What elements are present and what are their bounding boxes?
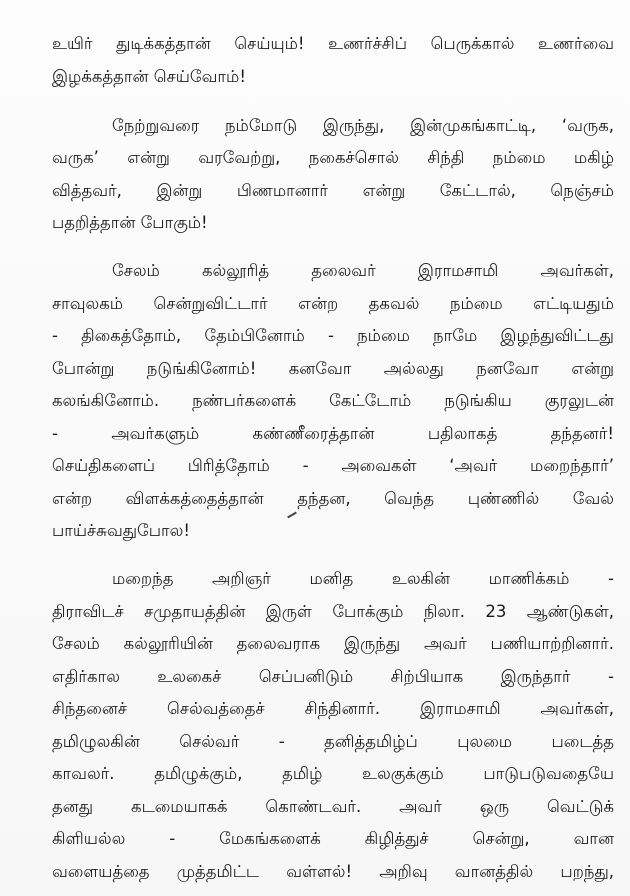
p2-line-3: வித்தவர், இன்று பிணமானார் என்று கேட்டால், நெஞ்சம்	[52, 181, 614, 200]
p4-line-7: காவலர். தமிழுக்கும், தமிழ் உலகுக்கும் பாடுபடுவதையே	[52, 764, 614, 783]
p3-line-6: - அவர்களும் கண்ணீரைத்தான் பதிலாகத் தந்தனர்!	[52, 424, 614, 443]
p2-line-4: பதறித்தான் போகும்!	[52, 213, 208, 232]
p4-line-5: சிந்தனைச் செல்வத்தைச் சிந்தினார். இராமசாமி அவர்கள்,	[52, 699, 614, 718]
p3-line-9: பாய்ச்சுவதுபோல!	[52, 521, 190, 540]
p3-line-7: செய்திகளைப் பிரித்தோம் - அவைகள் ‘அவர் மறைந்தார்’	[52, 456, 614, 475]
p3-line-4: போன்று நடுங்கினோம்! கனவோ அல்லது நனவோ என்று	[52, 359, 614, 378]
p1-line-2: இழக்கத்தான் செய்வோம்!	[52, 67, 246, 86]
p3-line-5: கலங்கினோம். நண்பர்களைக் கேட்டோம் நடுங்கிய குரலுடன்	[52, 391, 614, 410]
p3-line-2: சாவுலகம் சென்றுவிட்டார் என்ற தகவல் நம்மை எட்டியதும்	[52, 294, 614, 313]
p4-line-1: மறைந்த அறிஞர் மனித உலகின் மாணிக்கம் -	[112, 569, 614, 588]
p4-line-2: திராவிடச் சமுதாயத்தின் இருள் போக்கும் நிலா. 23 ஆண்டுகள்,	[52, 602, 614, 621]
p4-line-10: வளையத்தை முத்தமிட்ட வள்ளல்! அறிவு வானத்தில் பறந்து,	[52, 862, 614, 881]
p4-line-4: எதிர்கால உலகைச் செப்பனிடும் சிற்பியாக இருந்தார் -	[52, 667, 614, 686]
p1-line-1: உயிர் துடிக்கத்தான் செய்யும்! உணர்ச்சிப் பெருக்கால் உணர்வை	[52, 34, 614, 53]
p2-line-2: வருக’ என்று வரவேற்று, நகைச்சொல் சிந்தி நம்மை மகிழ்	[52, 148, 614, 167]
p4-line-8: தனது கடமையாகக் கொண்டவர். அவர் ஒரு வெட்டுக்	[52, 797, 614, 816]
p4-line-9: கிளியல்ல - மேகங்களைக் கிழித்துச் சென்று, வான	[52, 829, 614, 848]
p2-line-1: நேற்றுவரை நம்மோடு இருந்து, இன்முகங்காட்டி, ‘வருக,	[112, 116, 614, 135]
p3-line-3: - திகைத்தோம், தேம்பினோம் - நம்மை நாமே இழந்துவிட்டது	[52, 326, 614, 345]
p4-line-3: சேலம் கல்லூரியின் தலைவராக இருந்து அவர் பணியாற்றினார்.	[52, 634, 614, 653]
p3-line-8: என்ற விளக்கத்தைத்தான் தந்தன, வெந்த புண்ணில் வேல்	[52, 489, 614, 508]
p4-line-6: தமிழுலகின் செல்வர் - தனித்தமிழ்ப் புலமை படைத்த	[52, 732, 614, 751]
p3-line-1: சேலம் கல்லூரித் தலைவர் இராமசாமி அவர்கள்,	[112, 261, 614, 280]
